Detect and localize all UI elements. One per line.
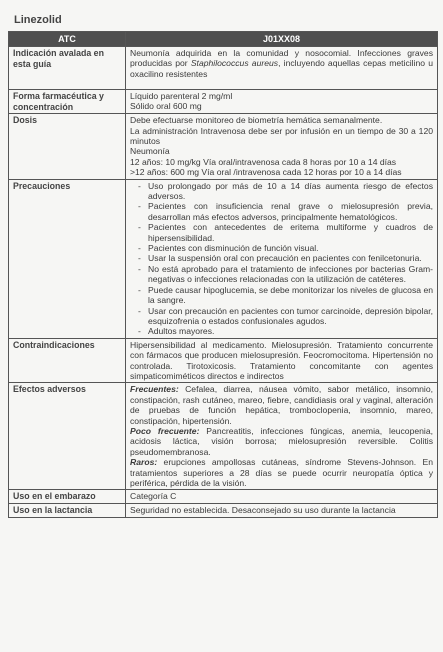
- raros-text: erupciones ampollosas cutáneas, síndrome Stevens-Johnson. En tratamientos superiores a 28 días se puede ocurrir neuropatía óptica y periférica, pérdida de la visión.: [130, 457, 433, 488]
- atc-code: J01XX08: [126, 32, 438, 47]
- row-lactancia: [9, 504, 438, 518]
- row-efectos: [9, 383, 438, 490]
- contraindicaciones-label: Contraindicaciones: [9, 338, 126, 383]
- frecuentes-label: Frecuentes:: [130, 384, 179, 395]
- indicacion-organism: Staphilococcus aureus: [190, 58, 279, 69]
- list-item: - Uso prolongado por más de 10 a 14 días aumenta riesgo de efectos adversos.: [140, 181, 433, 202]
- dosis-line: Debe efectuarse monitoreo de biometría hemática semanalmente.: [130, 115, 383, 126]
- contraindicaciones-value: Hipersensibilidad al medicamento. Mielosupresión. Tratamiento concurrente con fármacos que producen mielosupresión. Feocromocitoma. Hipertensión no controlada. Tirotoxicosis. Tratamiento concomitante con agentes simpaticomiméticos directos e indirectos: [126, 338, 438, 383]
- list-item: - Puede causar hipoglucemia, se debe monitorizar los niveles de glucosa en la sangre.: [140, 285, 433, 306]
- indicacion-value: [126, 47, 438, 90]
- list-item: - No está aprobado para el tratamiento de infecciones por bacterias Gram-negativas o infecciones relacionadas con la utilización de catéteres.: [140, 264, 433, 285]
- dosis-value: [126, 114, 438, 179]
- row-dosis: [9, 114, 438, 179]
- indicacion-label: Indicación avalada en esta guía: [9, 47, 126, 90]
- dosis-line: La administración Intravenosa debe ser por infusión en un tiempo de 30 a 120 minutos: [130, 125, 433, 146]
- forma-label: Forma farmacéutica y concentración: [9, 90, 126, 114]
- row-indicacion: [9, 47, 438, 90]
- atc-label: ATC: [9, 32, 126, 47]
- row-forma: [9, 90, 438, 114]
- row-contraindicaciones: [9, 338, 438, 383]
- header-row: [9, 32, 438, 47]
- lactancia-value: Seguridad no establecida. Desaconsejado su uso durante la lactancia: [126, 504, 438, 518]
- lactancia-label: Uso en la lactancia: [9, 504, 126, 518]
- forma-value: [126, 90, 438, 114]
- embarazo-value: Categoría C: [126, 490, 438, 504]
- efectos-poco-frecuente: [130, 426, 433, 457]
- list-item: - Usar la suspensión oral con precaución en pacientes con fenilcetonuria.: [140, 253, 433, 263]
- poco-frecuente-label: Poco frecuente:: [130, 425, 200, 436]
- raros-label: Raros:: [130, 457, 158, 468]
- row-embarazo: [9, 490, 438, 504]
- indicacion-text-after: , incluyendo aquellas cepas meticilino u oxacilino resistentes: [130, 58, 433, 79]
- efectos-frecuentes: [130, 384, 433, 426]
- list-item: - Pacientes con disminución de función visual.: [140, 243, 433, 253]
- list-item: - Pacientes con insuficiencia renal grave o mielosupresión previa, desarrollan más efectos adversos, principalmente hematológicos.: [140, 201, 433, 222]
- monograph-table: [8, 31, 438, 518]
- frecuentes-text: Cefalea, diarrea, náusea vómito, sabor metálico, insomnio, constipación, rash cutáneo, mareo, fiebre, candidiasis oral y vaginal, alteración de pruebas de función hepática, tromboclopenia, insomnio, mareo, constipación, hipertensión.: [130, 384, 433, 426]
- precauciones-label: Precauciones: [9, 179, 126, 338]
- row-precauciones: [9, 179, 438, 338]
- efectos-value: [126, 383, 438, 490]
- dosis-line: Neumonía: [130, 146, 170, 157]
- embarazo-label: Uso en el embarazo: [9, 490, 126, 504]
- precauciones-list: [130, 181, 433, 337]
- dosis-line: 12 años: 10 mg/kg Vía oral/intravenosa cada 8 horas por 10 a 14 días: [130, 156, 397, 167]
- indicacion-text-before: Neumonía adquirida en la comunidad y nosocomial. Infecciones graves producidas por: [130, 48, 433, 69]
- list-item: - Adultos mayores.: [140, 326, 433, 336]
- list-item: - Usar con precaución en pacientes con tumor carcinoide, depresión bipolar, esquizofrenia o estados confusionales agudos.: [140, 306, 433, 327]
- forma-line: Sólido oral 600 mg: [130, 101, 202, 112]
- precauciones-value: [126, 179, 438, 338]
- efectos-raros: [130, 457, 433, 488]
- poco-frecuente-text: Pancreatitis, infecciones fúngicas, anemia, leucopenia, acidosis láctica, visión borrosa; mielosupresión reversible. Colitis pseudomembranosa.: [130, 425, 433, 457]
- dosis-label: Dosis: [9, 114, 126, 179]
- efectos-label: Efectos adversos: [9, 383, 126, 490]
- dosis-line: >12 años: 600 mg Vía oral /intravenosa cada 12 horas por 10 a 14 días: [130, 167, 402, 178]
- list-item: - Pacientes con antecedentes de eritema multiforme y cuadros de hipersensibilidad.: [140, 222, 433, 243]
- document-title: Linezolid: [14, 14, 62, 26]
- forma-line: Líquido parenteral 2 mg/ml: [130, 91, 233, 101]
